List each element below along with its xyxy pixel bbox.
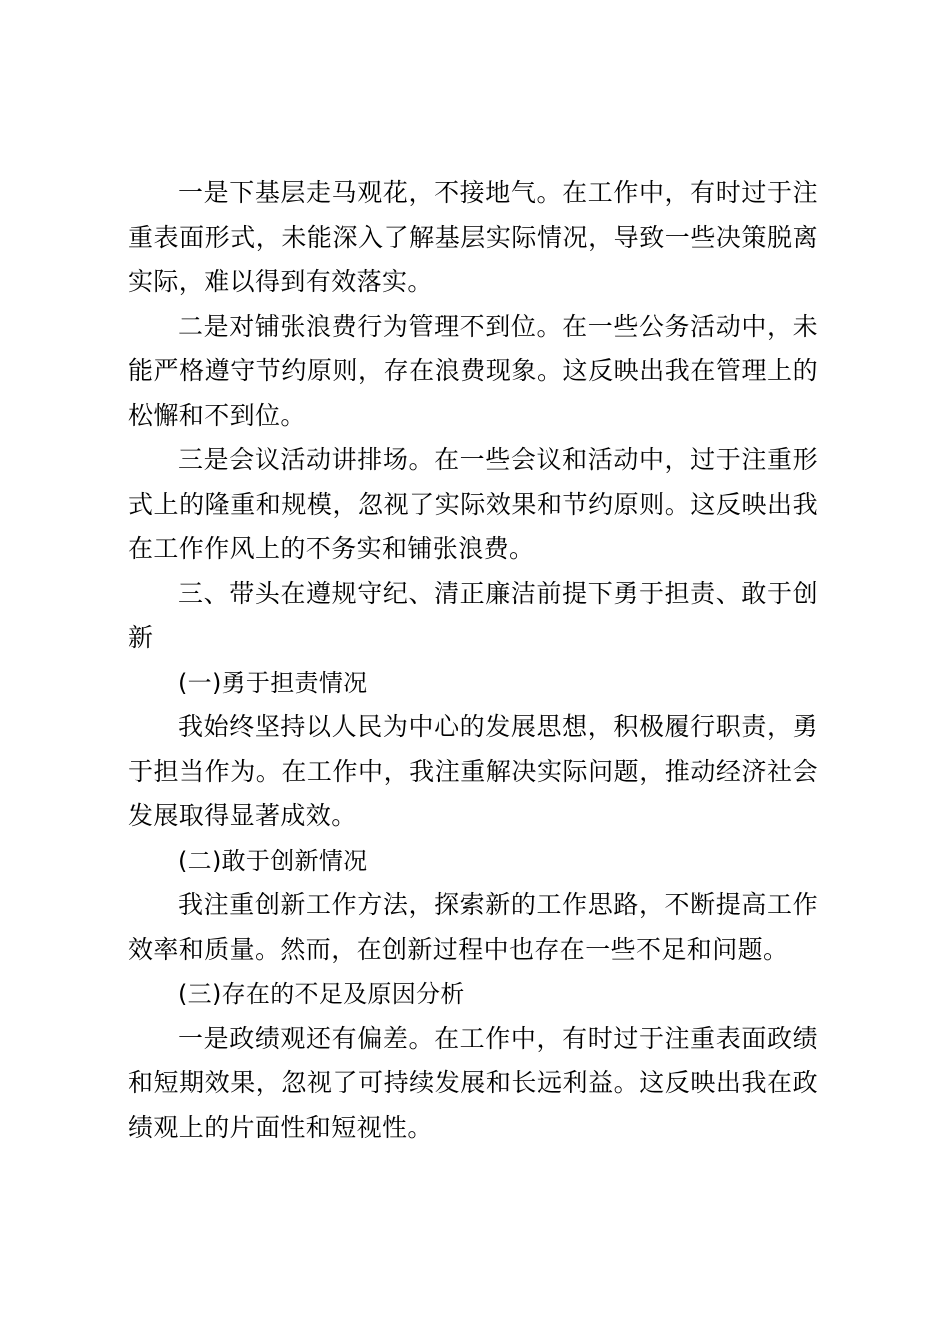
paragraph-grassroots-formalism: 一是下基层走马观花，不接地气。在工作中，有时过于注重表面形式，未能深入了解基层实际情况，导致一些决策脱离实际，难以得到有效落实。: [128, 178, 818, 296]
paragraph-innovation: 我注重创新工作方法，探索新的工作思路，不断提高工作效率和质量。然而，在创新过程中也存在一些不足和问题。: [128, 890, 818, 964]
section-heading-three: 三、带头在遵规守纪、清正廉洁前提下勇于担责、敢于创新: [128, 578, 818, 652]
paragraph-performance-view: 一是政绩观还有偏差。在工作中，有时过于注重表面政绩和短期效果，忽视了可持续发展和长远利益。这反映出我在政绩观上的片面性和短视性。: [128, 1023, 818, 1142]
paragraph-meeting-ostentation: 三是会议活动讲排场。在一些会议和活动中，过于注重形式上的隆重和规模，忽视了实际效果和节约原则。这反映出我在工作作风上的不务实和铺张浪费。: [128, 445, 818, 563]
paragraph-responsibility: 我始终坚持以人民为中心的发展思想，积极履行职责，勇于担当作为。在工作中，我注重解决实际问题，推动经济社会发展取得显著成效。: [128, 712, 818, 830]
subheading-innovation: (二)敢于创新情况: [178, 846, 368, 875]
paragraph-extravagance-management: 二是对铺张浪费行为管理不到位。在一些公务活动中，未能严格遵守节约原则，存在浪费现象。这反映出我在管理上的松懈和不到位。: [128, 311, 818, 430]
subheading-shortcomings: (三)存在的不足及原因分析: [178, 980, 465, 1008]
document-body: [128, 171, 818, 1150]
subheading-responsibility: (一)勇于担责情况: [178, 668, 368, 697]
